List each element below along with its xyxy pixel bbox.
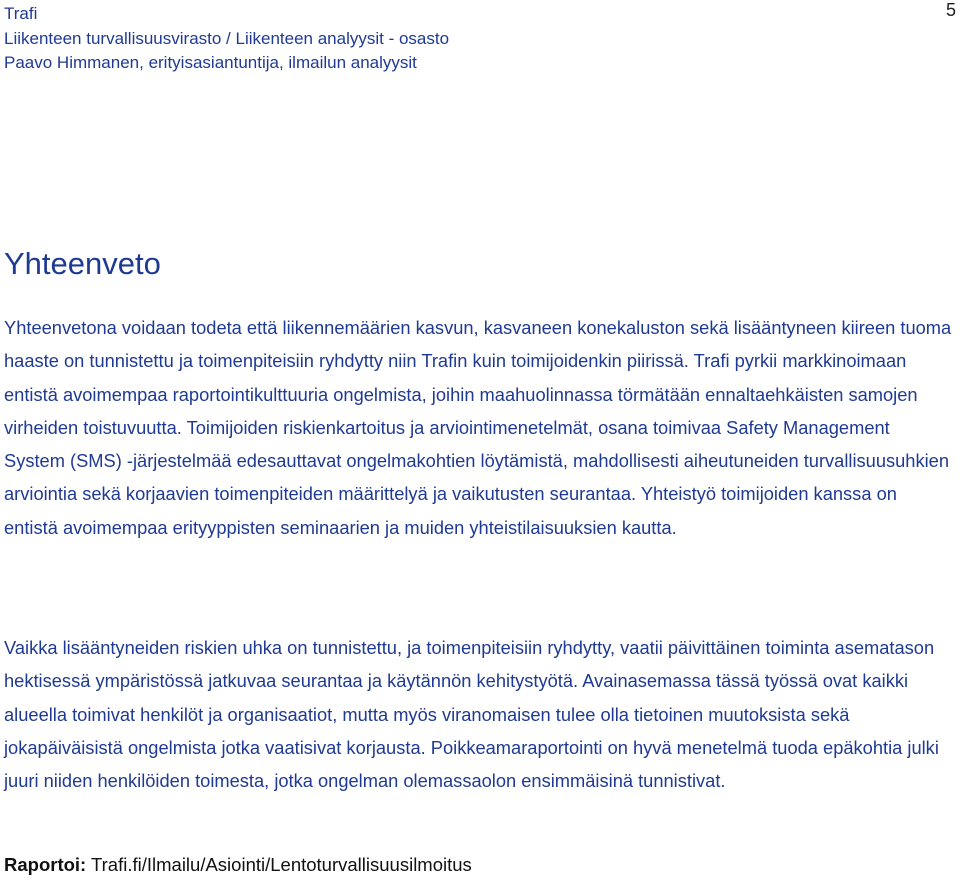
header-organization: Trafi xyxy=(4,4,38,23)
report-label: Raportoi: xyxy=(4,854,87,875)
report-link[interactable]: Trafi.fi/Ilmailu/Asiointi/Lentoturvallisuusilmoitus xyxy=(91,854,472,875)
summary-paragraph-2: Vaikka lisääntyneiden riskien uhka on tunnistettu, ja toimenpiteisiin ryhdytty, vaatii päivittäinen toiminta asematason hektisessä ympäristössä jatkuvaa seurantaa ja käytännön kehitystyötä. Avainasemassa tässä työssä ovat kaikki alueella toimivat henkilöt ja organisaatiot, mutta myös viranomaisen tulee olla tietoinen muutoksista sekä jokapäiväisistä ongelmista jotka vaatisivat korjausta. Poikkeamaraportointi on hyvä menetelmä tuoda epäkohtia julki juuri niiden henkilöiden toimesta, jotka ongelman olemassaolon ensimmäisinä tunnistivat. xyxy=(4,637,939,792)
page-title: Yhteenveto xyxy=(4,246,161,281)
report-line xyxy=(4,851,472,879)
summary-paragraph-1: Yhteenvetona voidaan todeta että liikennemäärien kasvun, kasvaneen konekaluston sekä lisääntyneen kiireen tuoma haaste on tunnistettu ja toimenpiteisiin ryhdytty niin Trafin kuin toimijoidenkin piirissä. Trafi pyrkii markkinoimaan entistä avoimempaa raportointikulttuuria ongelmista, joihin maahuolinnassa törmätään ennaltaehkäisten samojen virheiden toistuvuutta. Toimijoiden riskienkartoitus ja arviointimenetelmät, osana toimivaa Safety Management System (SMS) -järjestelmää edesauttavat ongelmakohtien löytämistä, mahdollisesti aiheutuneiden turvallisuusuhkien arviointia sekä korjaavien toimenpiteiden määrittelyä ja vaikutusten seurantaa. Yhteistyö toimijoiden kanssa on entistä avoimempaa erityyppisten seminaarien ja muiden yhteistilaisuuksien kautta. xyxy=(4,317,952,538)
page-number: 5 xyxy=(945,0,956,20)
header-department: Liikenteen turvallisuusvirasto / Liikenteen analyysit - osasto xyxy=(4,28,450,48)
header-author: Paavo Himmanen, erityisasiantuntija, ilmailun analyysit xyxy=(4,53,417,72)
document-header xyxy=(4,2,449,76)
